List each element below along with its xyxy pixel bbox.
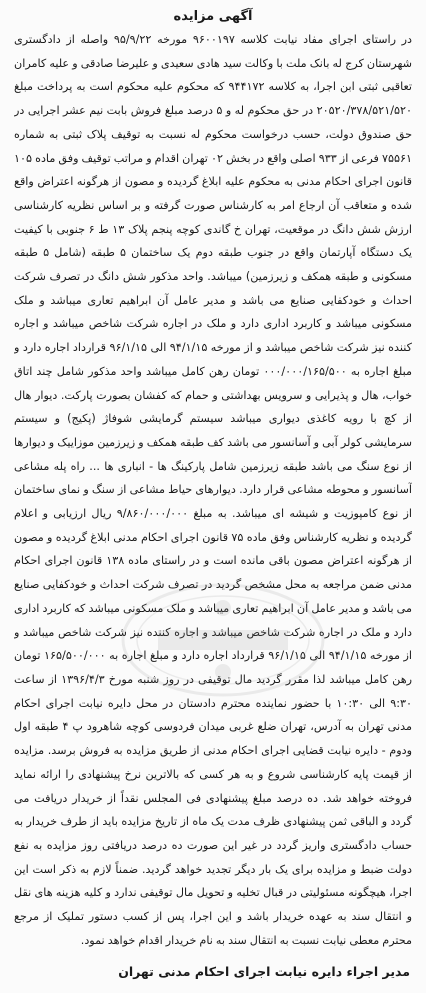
- notice-signature: مدیر اجراء دایره نیابت اجرای احکام مدنی تهران: [118, 964, 410, 979]
- notice-title: آگهی مزایده: [173, 9, 253, 24]
- notice-body: در راستای اجرای مفاد نیابت کلاسه ۹۶۰۰۱۹۷ مورخه ۹۵/۹/۲۲ واصله از دادگستری شهرستان کرج له بانک ملت با وکالت سید هادی سعیدی و علیرضا صادقی و علیه کامران تعاقبی ثبتی ابن اجرا، به کلاسه ۹۴۴۱۷۲ که محکوم علیه محکوم است به پرداخت مبلغ ۲۰۵۲۰/۳۷۸/۵۲۱/۵۲۰ در حق محکوم له و ۵ درصد مبلغ فروش بابت نیم عشر اجرایی در حق صندوق دولت، حسب درخواست محکوم له نسبت به توقیف پلاک ثبتی به شماره ۷۵۵۶۱ فرعی از ۹۳۳ اصلی واقع در بخش ۰۲ تهران اقدام و مراتب توقیف وفق ماده ۱۰۵ قانون اجرای احکام مدنی به محکوم علیه ابلاغ گردیده و مصون از هرگونه اعتراض واقع شده و متعاقب آن ارجاع امر به کارشناس صورت گرفته و بر اساس نظریه کارشناسی ارزش شش دانگ در موقعیت، تهران خ گاندی کوچه پنجم پلاک ۱۳ ط ۶ جنوبی با کیفیت یک دستگاه آپارتمان واقع در جنوب طبقه دوم یک ساختمان ۵ طبقه (شامل ۵ طبقه مسکونی و طبقه همکف و زیرزمین) میباشد. واحد مذکور شش دانگ در تصرف شرکت احداث و خودکفایی صنایع می باشد و مدیر عامل آن ابراهیم تعاری میباشد و ملک مسکونی میباشد و کاربرد اداری دارد و ملک در اجاره شرکت شاخص میباشد و اجاره کننده نیز شرکت شاخص میباشد و از مورخه ۹۴/۱/۱۵ الی ۹۶/۱/۱۵ قرارداد اجاره دارد و مبلغ اجاره به ۰۰۰/۰۰۰/۱۶۵/۵۰۰ تومان رهن کامل میباشد واحد مذکور شامل چند اتاق خواب، هال و پذیرایی و سرویس بهداشتی و حمام که کفشان بصورت پارکت. دیوار هال از کچ با رویه کاغذی دیواری میباشد سیستم گرمایشی شوفاژ (پکیج) و سیستم سرمایشی کولر آبی و آسانسور می باشد کف طبقه همکف و زیرزمین موزاییک و دیوارها از نوع سنگ می باشد طبقه زیرزمین شامل پارکینگ ها - انباری ها ... راه پله مشاعی آسانسور و محوطه مشاعی قرار دارد. دیوارهای حیاط مشاعی از سنگ و نمای ساختمان از نوع کامپوزیت و شیشه ای میباشد. به مبلغ ۹/۸۶۰/۰۰۰/۰۰۰ ریال ارزیابی و اعلام گردیده و نظریه کارشناس وفق ماده ۷۵ قانون اجرای احکام مدنی ابلاغ گردیده و مصون از هرگونه اعتراض مصون باقی مانده است و در راستای ماده ۱۳۸ قانون اجرای احکام مدنی ضمن مراجعه به محل مشخص گردید در تصرف شرکت احداث و خودکفایی صنایع می باشد و مدیر عامل آن ابراهیم تعاری میباشد و ملک مسکونی میباشد که کاربرد اداری دارد و ملک در اجاره شرکت شاخص میباشد و اجاره کننده نیز شرکت شاخص میباشد و از مورخه ۹۴/۱/۱۵ الی ۹۶/۱/۱۵ قرارداد اجاره دارد و مبلغ اجاره به ۱۶۵/۵۰۰/۰۰۰ تومان رهن کامل میباشد لذا مقرر گردید مال توقیفی در روز شنبه مورخ ۱۳۹۶/۴/۳ از ساعت ۹:۳۰ الی ۱۰:۳۰ با حضور نماینده محترم دادستان در محل دایره نیابت اجرای احکام مدنی تهران به آدرس، تهران ضلع غربی میدان فردوسی کوچه شاهرود پ ۴ طبقه اول ودوم - دایره نیابت قضایی اجرای احکام مدنی از طریق مزایده به فروش برسد. مزایده از قیمت پایه کارشناسی شروع و به هر کسی که بالاترین نرخ پیشنهادی را ارائه نماید فروخته خواهد شد. ده درصد مبلغ پیشنهادی فی المجلس نقداً از خریدار دریافت می گردد و الباقی ثمن پیشنهادی ظرف مدت یک ماه از تاریخ مزایده باید از طرف خریدار به حساب دادگستری واریز گردد در غیر این صورت ده درصد دریافتی روز مزایده به نفع دولت ضبط و مزایده برای یک بار دیگر تجدید خواهد گردید. ضمناً لازم به ذکر است این اجرا، هیچگونه مسئولیتی در قبال تخلیه و تحویل مال توقیفی ندارد و کلیه هزینه های نقل و انتقال سند به عهده خریدار باشد و این اجرا، پس از کسب دستور تملیک از مرجع محترم معطی نیابت نسبت به انتقال سند به نام خریدار اقدام خواهد نمود.: [14, 33, 412, 947]
